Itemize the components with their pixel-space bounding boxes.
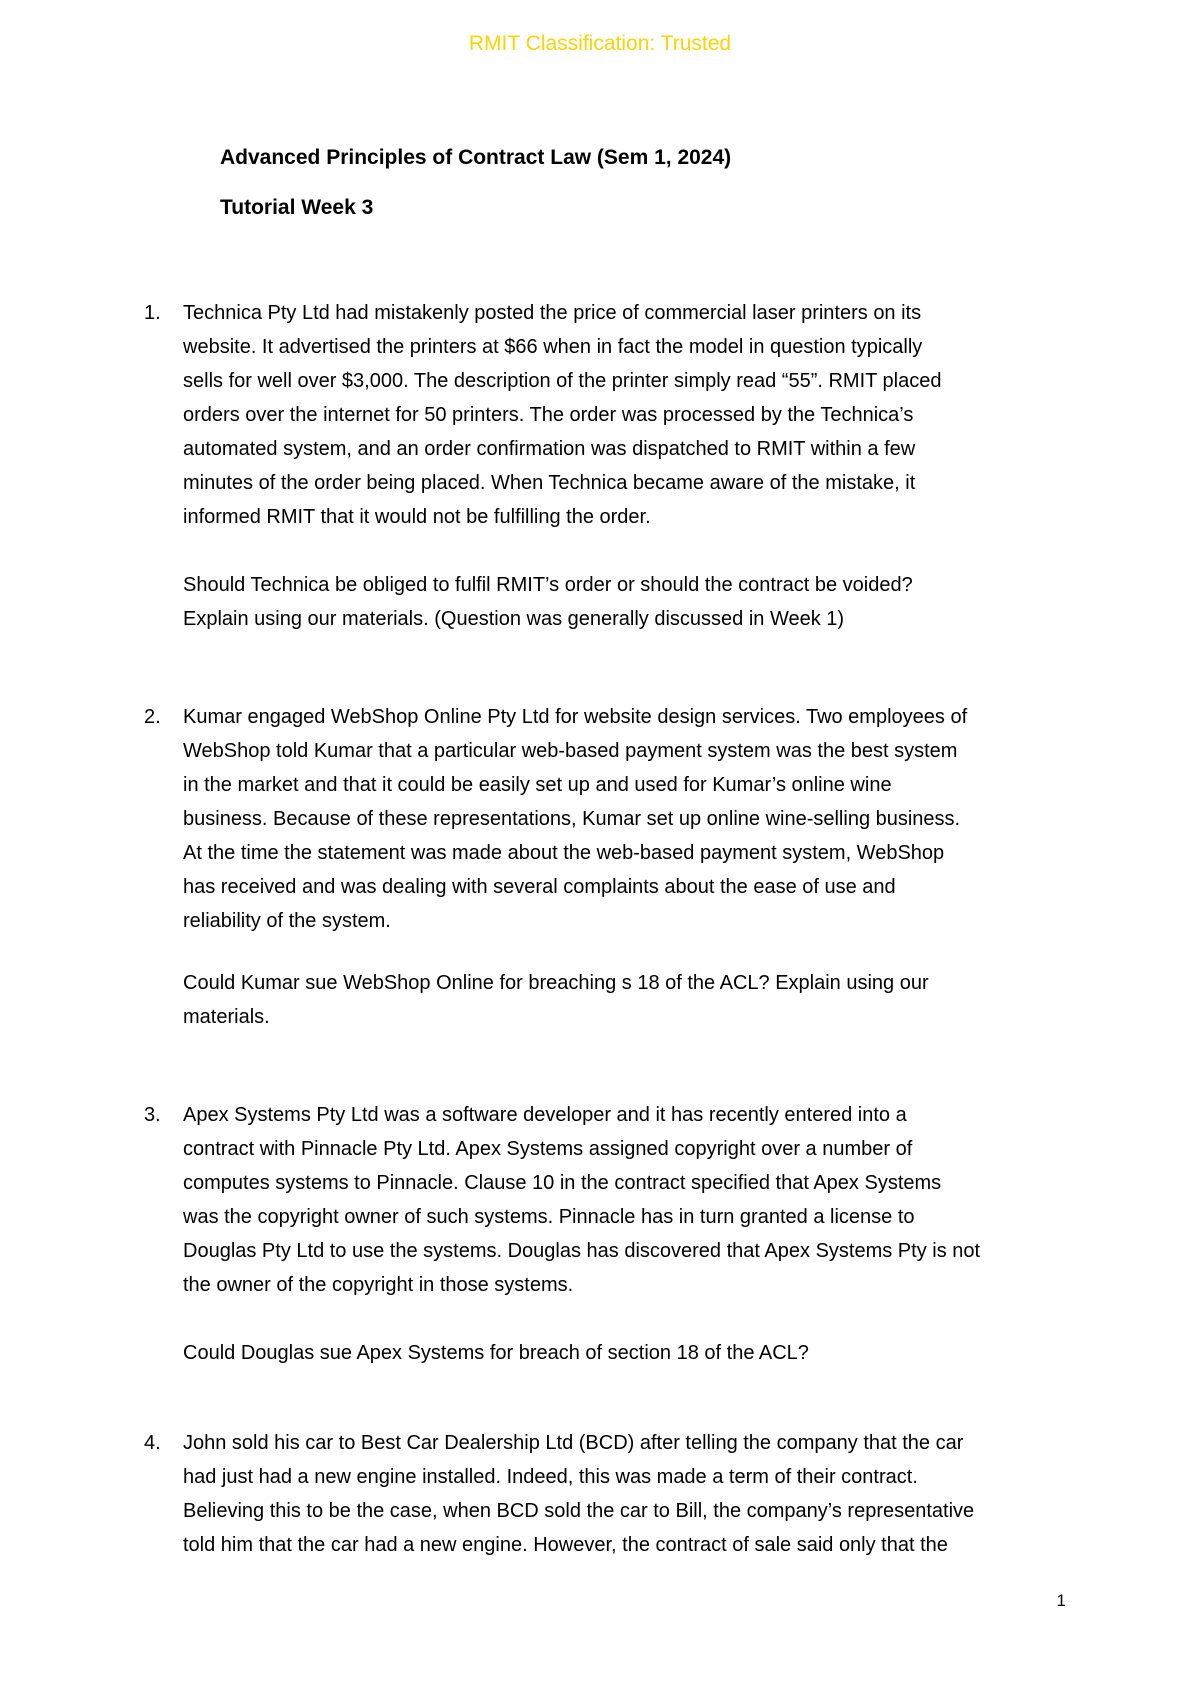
text-line: materials.: [183, 1006, 270, 1028]
text-line: John sold his car to Best Car Dealership Ltd (BCD) after telling the company that the car: [183, 1432, 964, 1454]
text-line: Believing this to be the case, when BCD sold the car to Bill, the company’s representative: [183, 1500, 975, 1522]
scenario-text: [183, 1098, 1083, 1302]
text-line: computes systems to Pinnacle. Clause 10 in the contract specified that Apex Systems: [183, 1172, 942, 1194]
page-number: 1: [1056, 1591, 1066, 1610]
text-line: the owner of the copyright in those systems.: [183, 1274, 574, 1296]
tutorial-title: Tutorial Week 3: [220, 196, 374, 219]
text-line: Could Douglas sue Apex Systems for breach of section 18 of the ACL?: [183, 1342, 809, 1364]
question-2: [183, 700, 1083, 1034]
question-1: [183, 296, 1083, 636]
question-prompt: [183, 568, 1083, 636]
scenario-text: [183, 1426, 1083, 1562]
question-number: 4.: [144, 1432, 161, 1454]
text-line: Could Kumar sue WebShop Online for breaching s 18 of the ACL? Explain using our: [183, 972, 929, 994]
text-line: orders over the internet for 50 printers. The order was processed by the Technica’s: [183, 404, 914, 426]
text-line: WebShop told Kumar that a particular web-based payment system was the best system: [183, 740, 958, 762]
text-line: sells for well over $3,000. The description of the printer simply read “55”. RMIT placed: [183, 370, 942, 392]
question-4: [183, 1426, 1083, 1562]
text-line: informed RMIT that it would not be fulfilling the order.: [183, 506, 651, 528]
text-line: Kumar engaged WebShop Online Pty Ltd for website design services. Two employees of: [183, 706, 968, 728]
question-number: 2.: [144, 706, 161, 728]
text-line: automated system, and an order confirmation was dispatched to RMIT within a few: [183, 438, 916, 460]
question-prompt: [183, 966, 1083, 1034]
text-line: contract with Pinnacle Pty Ltd. Apex Systems assigned copyright over a number of: [183, 1138, 913, 1160]
scenario-text: [183, 296, 1083, 534]
text-line: Should Technica be obliged to fulfil RMIT’s order or should the contract be voided?: [183, 574, 913, 596]
text-line: Explain using our materials. (Question was generally discussed in Week 1): [183, 608, 845, 630]
question-3: [183, 1098, 1083, 1370]
text-line: has received and was dealing with several complaints about the ease of use and: [183, 876, 896, 898]
text-line: had just had a new engine installed. Indeed, this was made a term of their contract.: [183, 1466, 918, 1488]
course-title: Advanced Principles of Contract Law (Sem 1, 2024): [220, 146, 732, 169]
text-line: told him that the car had a new engine. However, the contract of sale said only that the: [183, 1534, 948, 1556]
question-number: 1.: [144, 302, 161, 324]
text-line: minutes of the order being placed. When Technica became aware of the mistake, it: [183, 472, 916, 494]
text-line: At the time the statement was made about the web-based payment system, WebShop: [183, 842, 945, 864]
scenario-text: [183, 700, 1083, 938]
text-line: Technica Pty Ltd had mistakenly posted the price of commercial laser printers on its: [183, 302, 922, 324]
text-line: business. Because of these representations, Kumar set up online wine-selling business.: [183, 808, 961, 830]
text-line: website. It advertised the printers at $66 when in fact the model in question typically: [183, 336, 923, 358]
question-number: 3.: [144, 1104, 161, 1126]
text-line: was the copyright owner of such systems. Pinnacle has in turn granted a license to: [183, 1206, 915, 1228]
classification-label: RMIT Classification: Trusted: [468, 32, 732, 55]
question-prompt: [183, 1336, 1083, 1370]
text-line: reliability of the system.: [183, 910, 391, 932]
text-line: Douglas Pty Ltd to use the systems. Douglas has discovered that Apex Systems Pty is not: [183, 1240, 981, 1262]
text-line: in the market and that it could be easily set up and used for Kumar’s online wine: [183, 774, 892, 796]
text-line: Apex Systems Pty Ltd was a software developer and it has recently entered into a: [183, 1104, 907, 1126]
